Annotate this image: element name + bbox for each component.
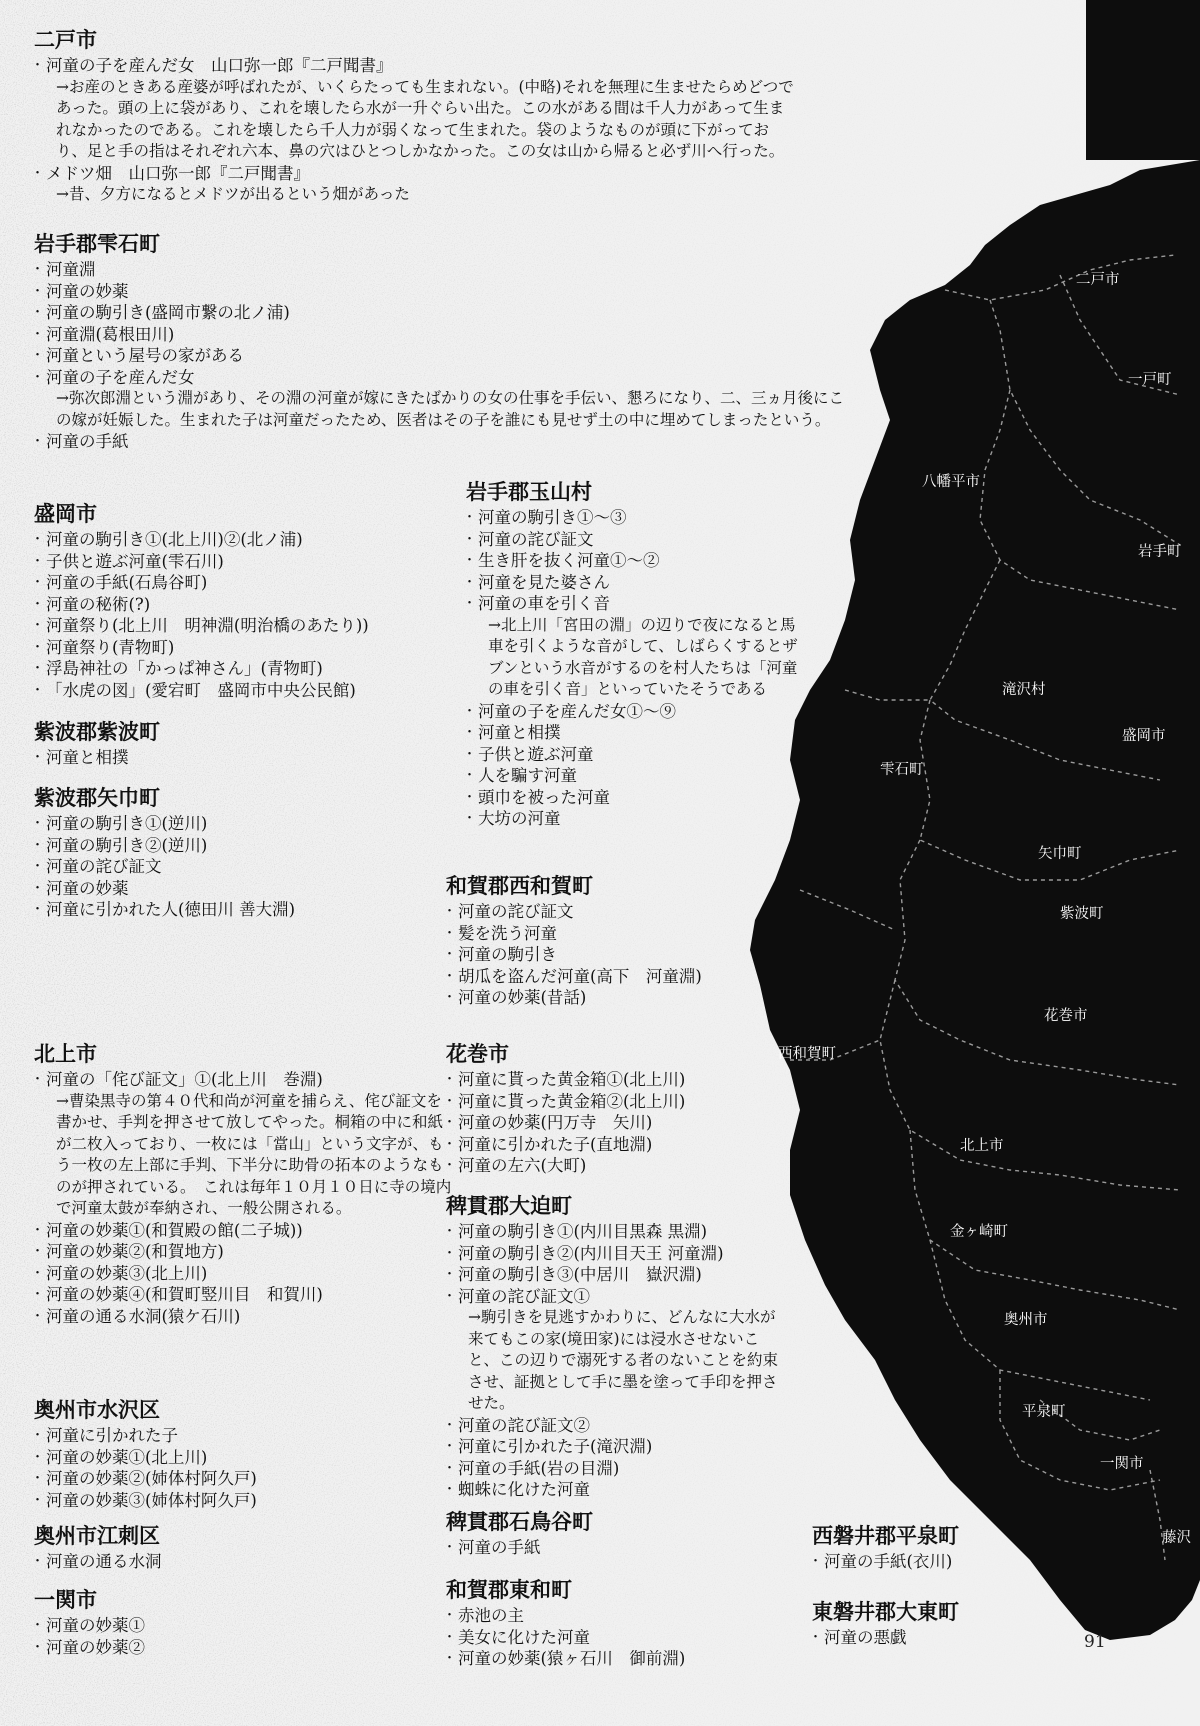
list-item xyxy=(466,765,796,787)
list-item-text: 河童の手紙(岩の目淵) xyxy=(458,1458,620,1478)
section xyxy=(34,1522,464,1573)
list-item-note: →北上川「宮田の淵」の辺りで夜になると馬車を引くような音がして、しばらくするとザブンという水音がするのを村人たちは「河童の車を引く音」といっていたそうである xyxy=(488,615,798,698)
list-item xyxy=(34,55,824,163)
map-label: 藤沢 xyxy=(1162,1530,1191,1546)
list-item xyxy=(446,1648,786,1670)
list-item xyxy=(34,324,834,346)
list-item-text: 河童を見た婆さん xyxy=(478,572,610,592)
list-item-text: 河童の駒引き①(内川目黒森 黒淵) xyxy=(458,1222,708,1241)
section-title: 岩手郡玉山村 xyxy=(466,479,592,504)
section-list xyxy=(446,1605,786,1670)
map-label: 金ヶ崎町 xyxy=(950,1224,1008,1240)
list-item xyxy=(446,1112,786,1134)
list-item-text: 河童の妙薬③(北上川) xyxy=(46,1263,208,1283)
list-item xyxy=(34,281,834,303)
section-title: 西磐井郡平泉町 xyxy=(812,1523,959,1548)
section-title: 和賀郡東和町 xyxy=(446,1577,572,1602)
list-item xyxy=(34,594,464,616)
list-item xyxy=(446,1415,786,1437)
list-item-text: 子供と遊ぶ河童(雫石川) xyxy=(46,551,224,571)
section-title: 北上市 xyxy=(34,1041,97,1066)
list-item xyxy=(34,637,464,659)
list-item xyxy=(34,1447,464,1469)
section-list xyxy=(446,1069,786,1177)
section xyxy=(812,1598,1112,1649)
section xyxy=(446,872,786,1009)
list-item-text: 河童の手紙(衣川) xyxy=(824,1552,953,1571)
list-item-text: 河童の通る水洞 xyxy=(46,1552,162,1571)
map-label: 花巻市 xyxy=(1044,1008,1088,1024)
list-item xyxy=(34,529,464,551)
map-label: 平泉町 xyxy=(1022,1404,1066,1420)
section xyxy=(446,1508,786,1559)
list-item-text: 河童の妙薬(円万寺 矢川) xyxy=(458,1113,653,1132)
map-label: 北上市 xyxy=(960,1138,1004,1154)
list-item-text: 河童の手紙 xyxy=(458,1538,541,1557)
list-item-text: 蜘蛛に化けた河童 xyxy=(458,1480,590,1499)
list-item-text: 河童の駒引き xyxy=(458,945,557,964)
list-item-text: 河童の手紙(石鳥谷町) xyxy=(46,573,208,592)
list-item xyxy=(34,1220,454,1242)
list-item-text: 河童祭り(青物町) xyxy=(46,637,175,657)
list-item-text: 河童の妙薬①(北上川) xyxy=(46,1447,208,1467)
list-item-text: 浮島神社の「かっぱ神さん」(青物町) xyxy=(46,659,323,678)
section-title: 二戸市 xyxy=(34,27,97,52)
list-item-text: 河童の妙薬 xyxy=(46,281,129,301)
list-item-text: 河童の詫び証文 xyxy=(458,902,574,921)
list-item xyxy=(34,1284,454,1306)
section xyxy=(466,478,796,830)
list-item-note: →昔、夕方になるとメドツが出るという畑があった xyxy=(56,185,410,203)
list-item xyxy=(466,593,796,701)
list-item-note: →お産のときある産婆が呼ばれたが、いくらたっても生まれない。(中略)それを無理に生ませたらめどつであった。頭の上に袋があり、これを壊したら水が一升ぐらい出た。この水がある間は千人力があって生まれなかったのである。これを壊したら千人力が弱くなって生まれた。袋のようなものが頭に下がっており、足と手の指はそれぞれ六本、鼻の穴はひとつしかなかった。この女は山から帰ると必ず川へ行った。 xyxy=(56,77,794,160)
section-list xyxy=(34,259,844,453)
list-item-note: →曹染黒寺の第４０代和尚が河童を捕らえ、侘び証文を書かせ、手判を押させて放してやった。桐箱の中に和紙が二枚入っており、一枚には「當山」という文字が、もう一枚の左上部に手判、下半分に助骨の拓本のようなものが押されている。 これは毎年１０月１０日に寺の境内で河童太鼓が奉納され、一般公開される。 xyxy=(56,1091,452,1217)
map-label: 岩手町 xyxy=(1138,544,1182,560)
list-item xyxy=(466,808,796,830)
list-item xyxy=(446,987,786,1009)
list-item-text: 河童に貰った黄金箱②(北上川) xyxy=(458,1091,686,1111)
section-title: 盛岡市 xyxy=(34,501,97,526)
list-item xyxy=(446,1436,786,1458)
list-item-text: 河童祭り(北上川 明神淵(明治橋のあたり)) xyxy=(46,616,369,635)
list-item-text: 子供と遊ぶ河童 xyxy=(478,744,594,764)
list-item-text: 大坊の河童 xyxy=(478,809,561,828)
section xyxy=(34,26,824,206)
list-item-text: 河童の詫び証文① xyxy=(458,1286,590,1306)
section-list xyxy=(34,1069,454,1327)
list-item-text: 人を騙す河童 xyxy=(478,766,577,785)
list-item-text: メドツ畑 山口弥一郎『二戸聞書』 xyxy=(46,163,310,183)
list-item xyxy=(34,1263,454,1285)
section-title: 東磐井郡大東町 xyxy=(812,1599,959,1624)
list-item-text: 河童淵(葛根田川) xyxy=(46,324,175,344)
list-item xyxy=(446,1605,786,1627)
section-list xyxy=(812,1627,1112,1649)
list-item-text: 河童の秘術(?) xyxy=(46,594,151,614)
map-label: 矢巾町 xyxy=(1038,846,1082,862)
map-label: 滝沢村 xyxy=(1002,682,1046,698)
section xyxy=(34,784,464,921)
list-item xyxy=(812,1627,1112,1649)
map-label: 紫波町 xyxy=(1060,906,1104,922)
section-title: 紫波郡矢巾町 xyxy=(34,785,160,810)
list-item xyxy=(34,1490,464,1512)
map-label: 一戸町 xyxy=(1128,372,1172,388)
map-label: 西和賀町 xyxy=(778,1046,836,1062)
section-list xyxy=(34,529,464,701)
list-item-text: 河童に引かれた子 xyxy=(46,1426,178,1445)
list-item xyxy=(34,878,464,900)
section xyxy=(34,1040,454,1327)
list-item-text: 河童の妙薬④(和賀町竪川目 和賀川) xyxy=(46,1285,323,1304)
list-item xyxy=(446,1627,786,1649)
list-item xyxy=(446,1221,786,1243)
section-list xyxy=(446,901,786,1009)
section-list xyxy=(34,1425,464,1511)
list-item-text: 赤池の主 xyxy=(458,1606,524,1625)
map-label: 二戸市 xyxy=(1076,272,1120,288)
list-item xyxy=(34,572,464,594)
list-item xyxy=(446,1243,786,1265)
list-item-text: 髪を洗う河童 xyxy=(458,923,557,943)
list-item xyxy=(34,658,464,680)
list-item xyxy=(34,345,834,367)
list-item-text: 河童の駒引き①(北上川)②(北ノ浦) xyxy=(46,530,303,549)
list-item xyxy=(34,1615,464,1637)
section-title: 一関市 xyxy=(34,1587,97,1612)
list-item-text: 河童の子を産んだ女 xyxy=(46,367,195,387)
section xyxy=(34,1586,464,1658)
section-list xyxy=(466,507,796,830)
section xyxy=(446,1192,786,1501)
list-item-text: 河童の駒引き(盛岡市繋の北ノ浦) xyxy=(46,303,290,322)
list-item xyxy=(466,529,796,551)
list-item-text: 河童の妙薬② xyxy=(46,1637,145,1657)
list-item xyxy=(446,901,786,923)
map-label: 一関市 xyxy=(1100,1456,1144,1472)
list-item xyxy=(466,701,796,723)
list-item xyxy=(446,1286,786,1415)
list-item-text: 河童の駒引き①～③ xyxy=(478,508,627,527)
list-item xyxy=(466,722,796,744)
section xyxy=(446,1040,786,1177)
section-list xyxy=(34,1551,464,1573)
list-item-text: 河童の妙薬②(和賀地方) xyxy=(46,1242,224,1261)
list-item xyxy=(446,923,786,945)
list-item xyxy=(34,856,464,878)
list-item-text: 河童の悪戯 xyxy=(824,1628,907,1647)
list-item xyxy=(34,259,834,281)
page-number: 91 xyxy=(1084,1632,1106,1652)
list-item xyxy=(34,1468,464,1490)
section-title: 和賀郡西和賀町 xyxy=(446,873,593,898)
section-list xyxy=(34,1615,464,1658)
list-item xyxy=(34,302,834,324)
list-item xyxy=(466,572,796,594)
list-item-text: 河童の妙薬(猿ヶ石川 御前淵) xyxy=(458,1649,686,1668)
list-item-text: 河童の詫び証文 xyxy=(478,529,594,549)
section-title: 奥州市水沢区 xyxy=(34,1397,160,1422)
list-item xyxy=(446,1479,786,1501)
section-list xyxy=(34,55,824,206)
list-item-text: 河童の詫び証文② xyxy=(458,1415,590,1435)
list-item-text: 河童の妙薬①(和賀殿の館(二子城)) xyxy=(46,1220,303,1240)
section-list xyxy=(34,747,464,769)
list-item xyxy=(34,431,834,453)
section-title: 紫波郡紫波町 xyxy=(34,719,160,744)
list-item-text: 美女に化けた河童 xyxy=(458,1627,590,1647)
section-list xyxy=(446,1221,786,1501)
list-item-text: 河童の「侘び証文」①(北上川 巻淵) xyxy=(46,1070,323,1089)
list-item-text: 河童淵 xyxy=(46,260,96,279)
list-item xyxy=(446,1458,786,1480)
map-label: 盛岡市 xyxy=(1122,728,1166,744)
list-item xyxy=(34,899,464,921)
list-item xyxy=(34,1306,454,1328)
list-item xyxy=(34,1551,464,1573)
map-label: 八幡平市 xyxy=(922,474,980,490)
section xyxy=(34,718,464,769)
list-item-text: 河童の子を産んだ女①～⑨ xyxy=(478,701,676,721)
list-item xyxy=(34,1637,464,1659)
list-item-text: 河童の妙薬③(姉体村阿久戸) xyxy=(46,1490,257,1510)
section xyxy=(446,1576,786,1670)
inland-void xyxy=(1086,0,1200,160)
section-title: 花巻市 xyxy=(446,1041,509,1066)
list-item-text: 河童に貰った黄金箱①(北上川) xyxy=(458,1070,686,1089)
section-list xyxy=(446,1537,786,1559)
list-item xyxy=(446,1134,786,1156)
list-item-note: →駒引きを見逃すかわりに、どんなに大水が来てもこの家(境田家)には浸水させないこと、この辺りで溺死する者のないことを約束させ、証拠として手に墨を塗って手印を押させた。 xyxy=(468,1308,779,1412)
list-item xyxy=(34,1425,464,1447)
list-item xyxy=(34,1069,454,1220)
list-item xyxy=(446,1537,786,1559)
list-item-text: 河童の妙薬 xyxy=(46,878,129,898)
list-item xyxy=(446,1091,786,1113)
list-item-text: 胡瓜を盗んだ河童(高下 河童淵) xyxy=(458,966,702,986)
list-item-text: 河童の子を産んだ女 山口弥一郎『二戸聞書』 xyxy=(46,56,393,75)
section xyxy=(34,230,844,453)
section-list xyxy=(34,813,464,921)
list-item-text: 河童の詫び証文 xyxy=(46,857,162,876)
list-item xyxy=(446,944,786,966)
list-item xyxy=(34,163,824,206)
list-item-text: 生き肝を抜く河童①～② xyxy=(478,551,660,570)
list-item-text: 河童の手紙 xyxy=(46,432,129,451)
list-item-text: 河童の車を引く音 xyxy=(478,594,610,613)
list-item xyxy=(466,744,796,766)
list-item-text: 河童の駒引き①(逆川) xyxy=(46,814,208,833)
list-item-note: →弥次郎淵という淵があり、その淵の河童が嫁にきたばかりの女の仕事を手伝い、懇ろになり、二、三ヵ月後にこの嫁が妊娠した。生まれた子は河童だったため、医者はその子を誰にも見せず土の中に埋めてしまったという。 xyxy=(56,389,844,429)
list-item xyxy=(446,1155,786,1177)
list-item xyxy=(34,835,464,857)
section xyxy=(34,500,464,701)
list-item xyxy=(34,615,464,637)
list-item-text: 河童の妙薬②(姉体村阿久戸) xyxy=(46,1469,257,1488)
section-title: 稗貫郡大迫町 xyxy=(446,1193,572,1218)
list-item-text: 河童の通る水洞(猿ケ石川) xyxy=(46,1306,241,1326)
list-item-text: 河童に引かれた人(徳田川 善大淵) xyxy=(46,900,296,919)
list-item-text: 河童と相撲 xyxy=(478,723,561,742)
list-item xyxy=(34,813,464,835)
section-title: 奥州市江刺区 xyxy=(34,1523,160,1548)
list-item-text: 河童の左六(大町) xyxy=(458,1156,587,1175)
list-item xyxy=(446,966,786,988)
list-item xyxy=(466,507,796,529)
list-item-text: 河童に引かれた子(直地淵) xyxy=(458,1134,653,1154)
section-title: 稗貫郡石鳥谷町 xyxy=(446,1509,593,1534)
list-item xyxy=(34,680,464,702)
list-item-text: 頭巾を被った河童 xyxy=(478,787,610,807)
map-label: 奥州市 xyxy=(1004,1312,1048,1328)
section xyxy=(812,1522,1112,1573)
section-list xyxy=(812,1551,1112,1573)
section-title: 岩手郡雫石町 xyxy=(34,231,160,256)
list-item xyxy=(34,367,844,432)
list-item-text: 河童の駒引き③(中居川 嶽沢淵) xyxy=(458,1265,702,1284)
map-label: 雫石町 xyxy=(880,762,924,778)
list-item-text: 河童の妙薬(昔話) xyxy=(458,988,587,1007)
list-item-text: 河童の駒引き②(逆川) xyxy=(46,835,208,855)
list-item-text: 河童という屋号の家がある xyxy=(46,346,244,365)
list-item xyxy=(446,1069,786,1091)
list-item-text: 河童に引かれた子(滝沢淵) xyxy=(458,1437,653,1456)
section xyxy=(34,1396,464,1511)
list-item xyxy=(34,551,464,573)
list-item-text: 「水虎の図」(愛宕町 盛岡市中央公民館) xyxy=(46,680,356,700)
list-item-text: 河童の妙薬① xyxy=(46,1616,145,1635)
list-item xyxy=(446,1264,786,1286)
list-item xyxy=(466,550,796,572)
list-item-text: 河童の駒引き②(内川目天王 河童淵) xyxy=(458,1243,724,1263)
list-item-text: 河童と相撲 xyxy=(46,748,129,767)
list-item xyxy=(34,747,464,769)
list-item xyxy=(34,1241,454,1263)
list-item xyxy=(466,787,796,809)
list-item xyxy=(812,1551,1112,1573)
